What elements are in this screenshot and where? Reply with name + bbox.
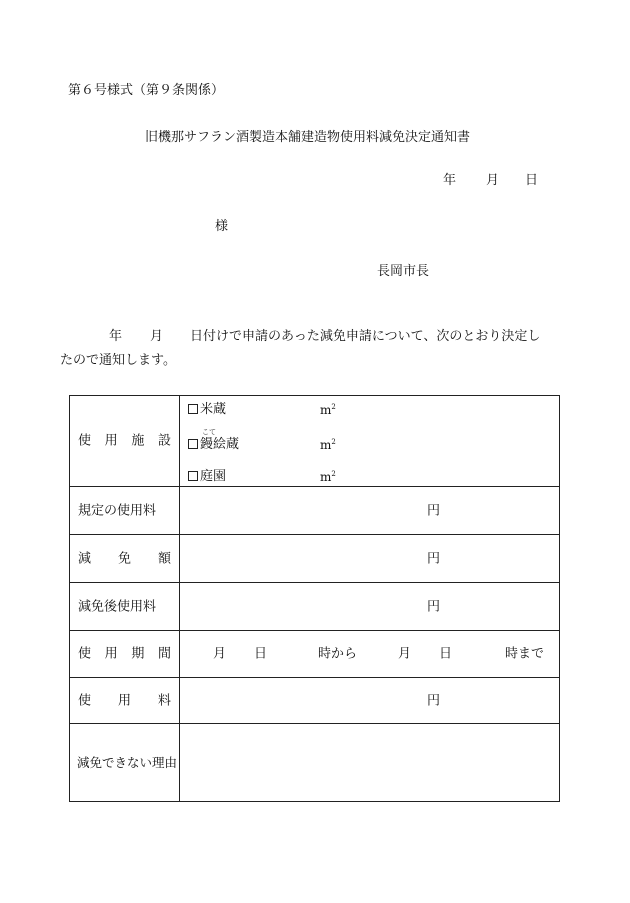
period-to-month: 月: [398, 646, 412, 662]
standard-fee-value-cell[interactable]: [180, 487, 559, 534]
area-unit-rice-storehouse: $m^2$: [320, 403, 336, 417]
standard-fee-unit: 円: [427, 503, 441, 518]
facility-row: [70, 396, 559, 487]
no-reduction-reason-row: [70, 724, 559, 801]
no-reduction-reason-value-cell[interactable]: [180, 724, 559, 801]
date-day-label: 日: [525, 173, 539, 188]
facility-label-cell: [70, 396, 180, 486]
standard-fee-label: 規定の使用料: [78, 503, 157, 518]
label-char: 額: [157, 551, 171, 566]
label-char: 期: [131, 646, 145, 662]
period-to-time: 時まで: [505, 646, 545, 662]
usage-period-row: [70, 631, 559, 678]
area-unit-kote-storehouse: $m^2$: [320, 438, 336, 452]
issuer-name: 長岡市長: [377, 264, 430, 279]
date-year-label: 年: [443, 173, 457, 188]
reduction-amount-value-cell[interactable]: [180, 535, 559, 582]
facility-option-rice-storehouse[interactable]: [188, 403, 226, 416]
label-char: 施: [131, 433, 145, 449]
facility-label: [78, 435, 171, 448]
facility-value-cell: [180, 396, 559, 486]
ruby-kote: こて: [202, 428, 216, 436]
body-year-label: 年: [109, 329, 123, 344]
addressee-honorific: 様: [215, 219, 229, 234]
no-reduction-reason-label: 減免できない理由: [77, 754, 178, 770]
label-char: 用: [117, 693, 131, 708]
reduction-amount-unit: 円: [427, 551, 441, 566]
usage-fee-label-cell: [70, 678, 180, 723]
label-char: 減: [78, 551, 92, 566]
label-char: 用: [104, 433, 118, 449]
reduction-amount-label-cell: [70, 535, 180, 582]
body-text-line-1: [0, 330, 630, 346]
reduction-amount-label: [78, 552, 171, 565]
decision-table: [69, 395, 560, 802]
usage-fee-row: [70, 678, 559, 724]
checkbox-kote-storehouse[interactable]: [188, 439, 198, 449]
fee-after-reduction-value-cell[interactable]: [180, 583, 559, 630]
fee-after-reduction-row: [70, 583, 559, 631]
standard-fee-label-cell: [70, 487, 180, 534]
area-unit-garden: $m^2$: [320, 470, 336, 484]
no-reduction-reason-label-cell: [70, 724, 180, 801]
body-text-1: 日付けで申請のあった減免申請について、次のとおり決定し: [190, 329, 541, 344]
body-text-line-2: たので通知します。: [60, 353, 176, 368]
label-char: 使: [78, 693, 92, 708]
reduction-amount-row: [70, 535, 559, 583]
usage-fee-unit: 円: [427, 693, 441, 708]
usage-period-value-cell[interactable]: [180, 631, 559, 677]
usage-fee-label: [78, 694, 171, 707]
checkbox-garden[interactable]: [188, 471, 198, 481]
label-char: 使: [78, 433, 92, 449]
label-char: 間: [157, 646, 171, 662]
form-number: 第６号様式（第９条関係）: [68, 83, 225, 98]
facility-name: 庭園: [200, 469, 227, 484]
label-char: 設: [157, 433, 171, 449]
usage-period-label-cell: [70, 631, 180, 677]
facility-name: 米蔵: [200, 402, 227, 417]
issue-date: [443, 174, 543, 188]
period-from-time: 時から: [318, 646, 358, 662]
label-char: 用: [104, 646, 118, 662]
facility-option-kote-storehouse[interactable]: [188, 438, 239, 451]
facility-name: 鏝絵蔵: [200, 437, 240, 452]
usage-fee-value-cell[interactable]: [180, 678, 559, 723]
fee-after-reduction-unit: 円: [427, 599, 441, 614]
label-char: 使: [78, 646, 92, 662]
fee-after-reduction-label: 減免後使用料: [78, 599, 157, 614]
period-from-day: 日: [254, 646, 268, 662]
label-char: 料: [157, 693, 171, 708]
document-title: 旧機那サフラン酒製造本舗建造物使用料減免決定通知書: [145, 130, 471, 145]
standard-fee-row: [70, 487, 559, 535]
period-to-day: 日: [439, 646, 453, 662]
checkbox-rice-storehouse[interactable]: [188, 404, 198, 414]
body-month-label: 月: [150, 329, 164, 344]
period-from-month: 月: [213, 646, 227, 662]
facility-option-garden[interactable]: [188, 470, 226, 483]
date-month-label: 月: [486, 173, 500, 188]
label-char: 免: [117, 551, 131, 566]
fee-after-reduction-label-cell: [70, 583, 180, 630]
usage-period-label: [78, 648, 171, 661]
